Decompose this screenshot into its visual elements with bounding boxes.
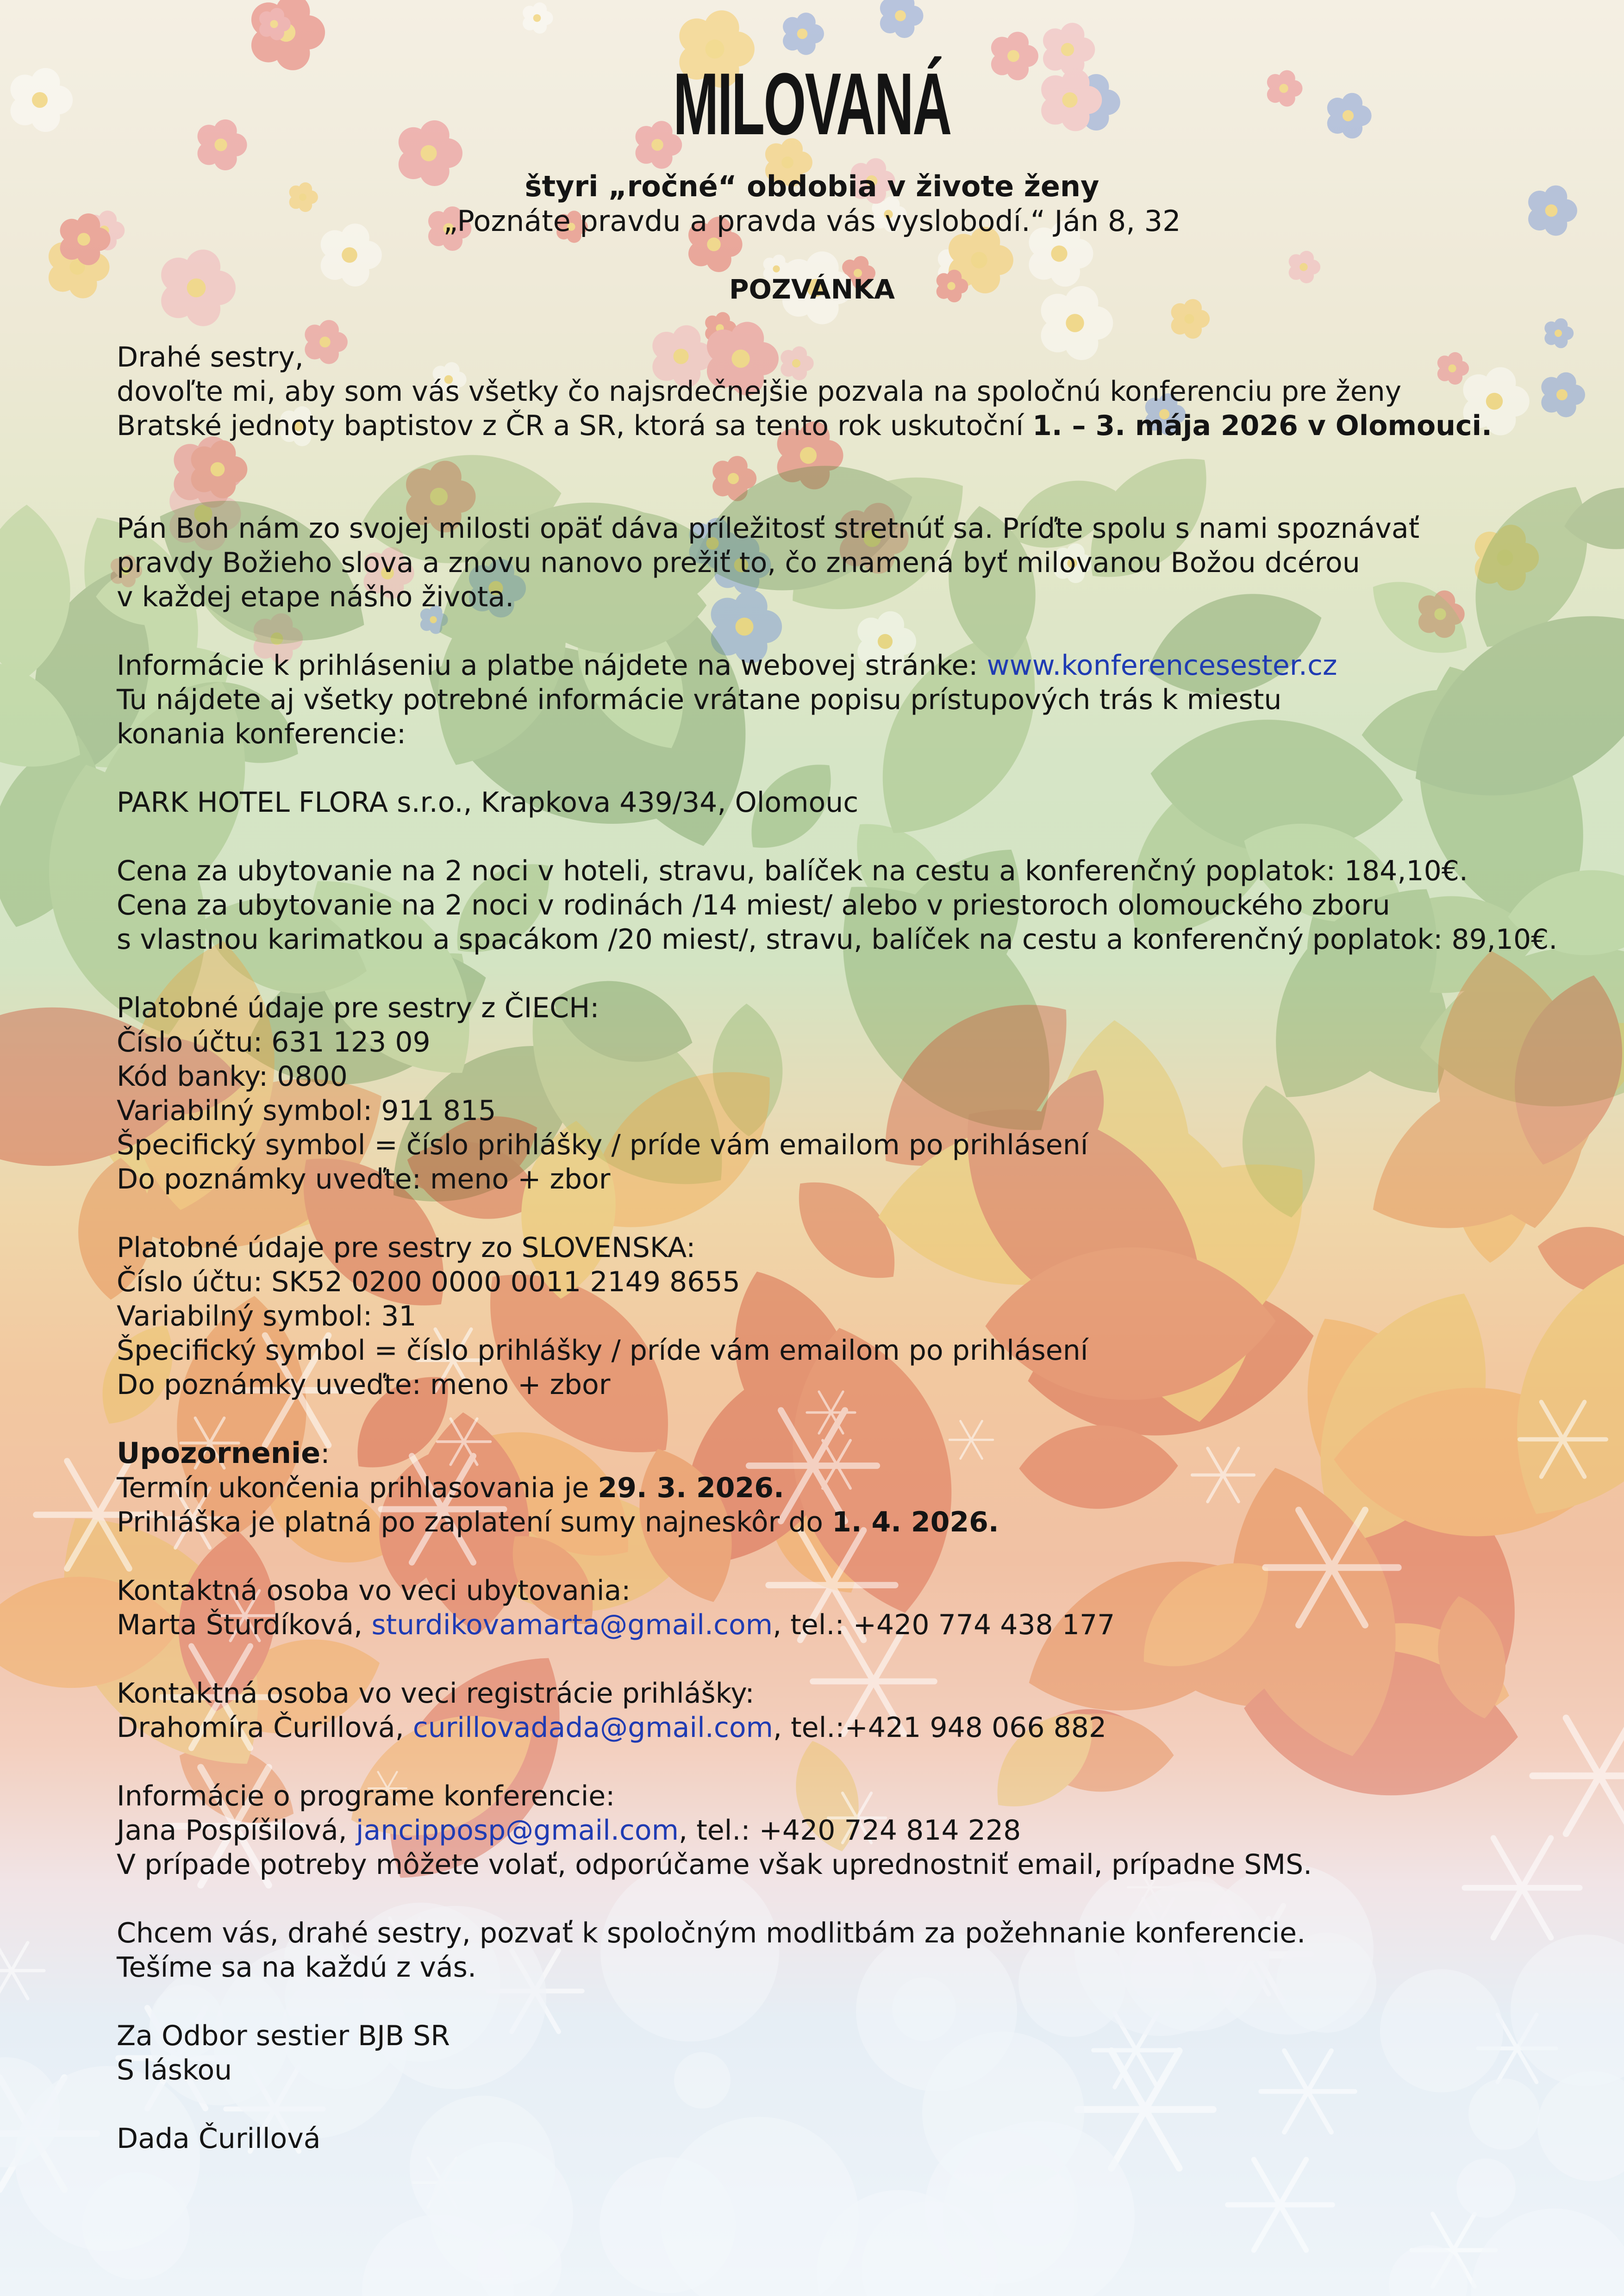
- contact-line: [117, 1608, 1561, 1642]
- intro-text: Bratské jednoty baptistov z ČR a SR, ktorá sa tento rok uskutoční: [117, 410, 1033, 442]
- validity-date: 1. 4. 2026.: [832, 1506, 999, 1538]
- venue-address: PARK HOTEL FLORA s.r.o., Krapkova 439/34, Olomouc: [117, 786, 859, 819]
- payment-line: Špecifický symbol = číslo prihlášky / príde vám emailom po prihlásení: [117, 1334, 1088, 1367]
- contact-line: [117, 1813, 1561, 1848]
- price-line: Cena za ubytovanie na 2 noci v rodinách /14 miest/ alebo v priestoroch olomouckého zboru: [117, 889, 1390, 921]
- closing-line: Tešíme sa na každú z vás.: [117, 1951, 477, 1984]
- intro-line: dovoľte mi, aby som vás všetky čo najsrdečnejšie pozvala na spoločnú konferenciu pre ženy: [117, 375, 1402, 408]
- signature-organization: Za Odbor sestier BJB SR: [117, 2020, 450, 2052]
- signature-block: [117, 2122, 1561, 2156]
- notice-heading: [117, 1436, 1561, 1471]
- contact-name: Drahomíra Čurillová,: [117, 1711, 413, 1744]
- validity-text: Prihláška je platná po zaplatení sumy najneskôr do: [117, 1506, 832, 1538]
- blessing-line: v každej etape nášho života.: [117, 581, 514, 613]
- greeting: Drahé sestry,: [117, 341, 304, 373]
- info-text: Informácie k prihláseniu a platbe nájdete na webovej stránke:: [117, 649, 987, 682]
- subtitle: štyri „ročné“ obdobia v živote ženy: [525, 169, 1099, 203]
- info-paragraph: [117, 648, 1561, 751]
- blessing-line: Pán Boh nám zo svojej milosti opäť dáva príležitosť stretnúť sa. Príďte spolu s nami spoznávať: [117, 512, 1420, 545]
- payment-line: Kód banky: 0800: [117, 1060, 348, 1093]
- price-line: Cena za ubytovanie na 2 noci v hoteli, stravu, balíček na cestu a konferenčný poplatok: 184,10€.: [117, 855, 1468, 887]
- closing-paragraph: [117, 1916, 1561, 1985]
- contact-label: Informácie o programe konferencie:: [117, 1780, 615, 1812]
- contact-label: Kontaktná osoba vo veci ubytovania:: [117, 1574, 631, 1607]
- payment-line: Platobné údaje pre sestry z ČIECH:: [117, 992, 600, 1024]
- info-line: [117, 648, 1561, 683]
- intro-paragraph: [117, 340, 1561, 443]
- signature-name: Dada Čurillová: [117, 2122, 321, 2155]
- prices-paragraph: [117, 854, 1561, 957]
- validity-line: [117, 1505, 1561, 1539]
- intro-line: [117, 409, 1561, 443]
- contact-note: V prípade potreby môžete volať, odporúčame však uprednostniť email, prípadne SMS.: [117, 1848, 1312, 1881]
- payment-line: Variabilný symbol: 911 815: [117, 1095, 496, 1127]
- payment-line: Do poznámky uveďte: meno + zbor: [117, 1163, 611, 1195]
- payment-czech: [117, 991, 1561, 1196]
- contact-registration: [117, 1676, 1561, 1745]
- letter-body: [117, 340, 1561, 2190]
- payment-line: Platobné údaje pre sestry zo SLOVENSKA:: [117, 1232, 696, 1264]
- contact-line: [117, 1711, 1561, 1745]
- notice-colon: :: [320, 1437, 330, 1470]
- notice-label: Upozornenie: [117, 1436, 321, 1470]
- deadline-text: Termín ukončenia prihlasovania je: [117, 1472, 598, 1504]
- payment-line: Do poznámky uveďte: meno + zbor: [117, 1369, 611, 1401]
- email-link[interactable]: jancipposp@gmail.com: [356, 1814, 679, 1847]
- payment-line: Variabilný symbol: 31: [117, 1300, 417, 1332]
- notice-paragraph: [117, 1436, 1561, 1539]
- contact-accommodation: [117, 1574, 1561, 1642]
- signature-org: [117, 2019, 1561, 2087]
- payment-line: Číslo účtu: 631 123 09: [117, 1026, 431, 1058]
- contact-name: Jana Pospíšilová,: [117, 1814, 356, 1847]
- closing-line: Chcem vás, drahé sestry, pozvať k spoločným modlitbám za požehnanie konferencie.: [117, 1917, 1306, 1949]
- blessing-paragraph: [117, 511, 1561, 614]
- contact-label: Kontaktná osoba vo veci registrácie prihlášky:: [117, 1677, 755, 1710]
- venue-paragraph: [117, 785, 1561, 820]
- blessing-line: pravdy Božieho slova a znovu nanovo prežiť to, čo znamená byť milovanou Božou dcérou: [117, 547, 1360, 579]
- payment-line: Špecifický symbol = číslo prihlášky / príde vám emailom po prihlásení: [117, 1129, 1088, 1161]
- info-line: Tu nájdete aj všetky potrebné informácie vrátane popisu prístupových trás k miestu: [117, 684, 1282, 716]
- document-title: MILOVANÁ: [673, 55, 951, 153]
- contact-phone: , tel.: +420 774 438 177: [773, 1609, 1115, 1641]
- deadline-line: [117, 1471, 1561, 1505]
- contact-phone: , tel.: +420 724 814 228: [679, 1814, 1021, 1847]
- website-link[interactable]: www.konferencesester.cz: [987, 649, 1337, 682]
- contact-program: [117, 1779, 1561, 1882]
- invitation-heading: POZVÁNKA: [729, 274, 895, 305]
- contact-phone: , tel.:+421 948 066 882: [773, 1711, 1107, 1744]
- payment-slovakia: [117, 1231, 1561, 1402]
- email-link[interactable]: sturdikovamarta@gmail.com: [371, 1609, 773, 1641]
- deadline-date: 29. 3. 2026.: [598, 1472, 784, 1504]
- info-line: konania konferencie:: [117, 718, 406, 750]
- price-line: s vlastnou karimatkou a spacákom /20 miest/, stravu, balíček na cestu a konferenčný poplatok: 89,10€.: [117, 923, 1558, 956]
- email-link[interactable]: curillovadada@gmail.com: [412, 1711, 773, 1744]
- contact-name: Marta Šturdíková,: [117, 1609, 372, 1641]
- bible-verse: „Poznáte pravdu a pravda vás vyslobodí.“ Ján 8, 32: [443, 204, 1181, 238]
- signature-regards: S láskou: [117, 2054, 232, 2086]
- conference-dates: 1. – 3. mája 2026 v Olomouci.: [1032, 410, 1492, 442]
- payment-line: Číslo účtu: SK52 0200 0000 0011 2149 8655: [117, 1266, 740, 1298]
